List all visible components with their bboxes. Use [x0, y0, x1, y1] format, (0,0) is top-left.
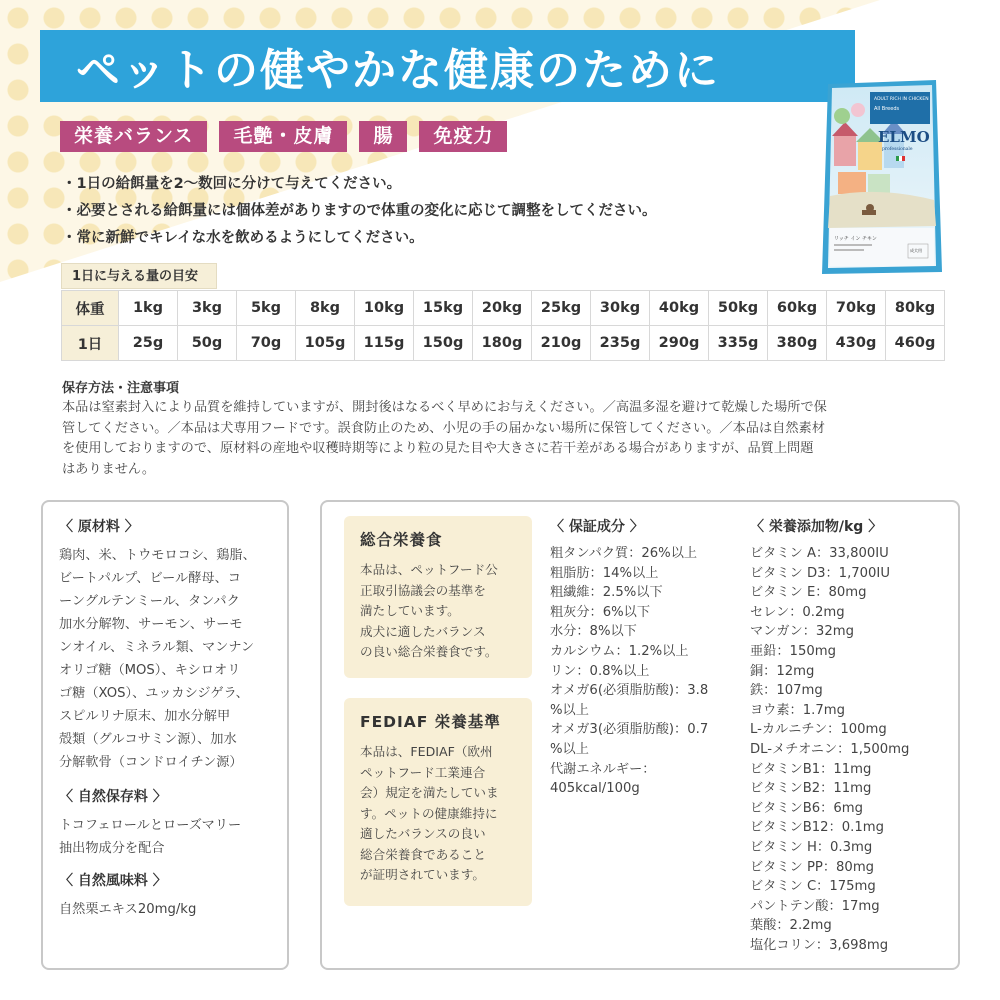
storage-line: 本品は窒素封入により品質を維持していますが、開封後はなるべく早めにお与えください。／高温多湿を避けて乾燥した場所で保: [62, 400, 827, 415]
guaranteed-item: 水分：8%以下: [550, 624, 637, 640]
guaranteed-item: %以上: [550, 741, 589, 757]
complete-food-card: [344, 516, 532, 678]
amount-cell: 210g: [532, 326, 591, 361]
guaranteed-item: 粗タンパク質：26%以上: [550, 546, 698, 561]
amount-cell: 70g: [237, 326, 296, 361]
guaranteed-analysis: [550, 516, 740, 799]
fediaf-line: ペットフード工業連合: [360, 764, 486, 780]
additive-item: 鉄：107mg: [750, 683, 823, 699]
flavor-title: 〈 自然風味料 〉: [59, 873, 167, 889]
weight-cell: 10kg: [355, 291, 414, 326]
benefit-tags: [60, 121, 507, 152]
feeding-note: ・必要とされる給餌量には個体差がありますので体重の変化に応じて調整をしてください。: [62, 203, 657, 219]
storage-notes: [62, 380, 942, 480]
tag-intestine: 腸: [359, 121, 407, 152]
ingredient-line: 鶏肉、米、トウモロコシ、鶏脂、: [59, 548, 256, 563]
complete-food-line: 満たしています。: [360, 603, 460, 618]
ingredient-line: ビートパルプ、ビール酵母、コ: [59, 571, 241, 586]
additive-item: ビタミンB1：11mg: [750, 761, 872, 777]
guaranteed-item: 粗灰分：6%以下: [550, 604, 651, 620]
fediaf-line: 本品は、FEDIAF（欧州: [360, 744, 493, 759]
ingredients-title: 〈 原材料 〉: [59, 519, 139, 535]
feeding-table-caption: 1日に与える量の目安: [61, 263, 217, 289]
amount-cell: 180g: [473, 326, 532, 361]
additive-item: ビタミンB12：0.1mg: [750, 820, 884, 836]
guaranteed-title: 〈 保証成分 〉: [550, 519, 644, 535]
weight-cell: 15kg: [414, 291, 473, 326]
amount-cell: 430g: [827, 326, 886, 361]
ingredient-line: 殻類（グルコサミン源）、加水: [59, 732, 237, 747]
feeding-notes: [62, 175, 657, 256]
additive-item: ビタミン A：33,800IU: [750, 546, 889, 561]
weight-cell: 40kg: [650, 291, 709, 326]
additive-item: パントテン酸：17mg: [750, 898, 880, 914]
amount-cell: 25g: [119, 326, 178, 361]
guaranteed-item: オメガ6(必須脂肪酸)：3.8: [550, 683, 709, 699]
fediaf-line: す。ペットの健康維持に: [360, 805, 498, 821]
amount-cell: 380g: [768, 326, 827, 361]
ingredient-line: ンオイル、ミネラル類、マンナン: [59, 640, 255, 655]
guaranteed-item: 405kcal/100g: [550, 781, 640, 797]
package-top-label: ADULT RICH IN CHICKEN: [874, 97, 929, 102]
ingredients-panel: [41, 500, 289, 970]
additive-item: DL-メチオニン：1,500mg: [750, 741, 910, 757]
complete-food-line: 正取引協議会の基準を: [360, 582, 486, 598]
weight-cell: 80kg: [886, 291, 945, 326]
feeding-note: ・1日の給餌量を2～数回に分けて与えてください。: [62, 176, 402, 192]
feeding-table: [61, 290, 945, 361]
additive-item: ビタミンB6：6mg: [750, 800, 863, 816]
preservative-line: 抽出物成分を配合: [59, 841, 165, 856]
additive-item: ビタミン H：0.3mg: [750, 839, 873, 855]
guaranteed-item: オメガ3(必須脂肪酸)：0.7: [550, 722, 709, 738]
fediaf-card: [344, 698, 532, 906]
complete-food-title: 総合栄養食: [360, 531, 443, 549]
package-name: リッチ イン チキン: [834, 236, 877, 242]
weight-cell: 60kg: [768, 291, 827, 326]
guaranteed-list: [550, 544, 740, 799]
complete-food-line: 成犬に適したバランス: [360, 623, 486, 639]
table-row-weight: [62, 291, 945, 326]
ingredient-line: スピルリナ原末、加水分解甲: [59, 709, 231, 724]
complete-food-text: [360, 560, 516, 663]
additives-title: 〈 栄養添加物/kg 〉: [750, 519, 883, 535]
title-banner: [40, 30, 855, 102]
additive-item: ビタミン PP：80mg: [750, 859, 875, 875]
fediaf-line: 適したバランスの良い: [360, 826, 486, 841]
tag-nutrition-balance: 栄養バランス: [60, 121, 207, 152]
fediaf-line: 総合栄養食であること: [360, 846, 486, 862]
ingredient-line: オリゴ糖（MOS）、キシロオリ: [59, 663, 241, 678]
guaranteed-item: リン：0.8%以上: [550, 663, 650, 679]
complete-food-line: の良い総合栄養食です。: [360, 644, 498, 659]
preservative-line: トコフェロールとローズマリー: [59, 818, 242, 833]
amount-cell: 290g: [650, 326, 709, 361]
storage-line: はありません。: [62, 461, 156, 477]
complete-food-line: 本品は、ペットフード公: [360, 562, 498, 577]
additive-item: ビタミン D3：1,700IU: [750, 565, 890, 581]
additive-item: 葉酸：2.2mg: [750, 918, 832, 934]
preservative-text: [59, 814, 271, 860]
weight-cell: 3kg: [178, 291, 237, 326]
fediaf-line: が証明されています。: [360, 867, 485, 882]
feeding-note: ・常に新鮮でキレイな水を飲めるようにしてください。: [62, 230, 424, 246]
amount-cell: 150g: [414, 326, 473, 361]
additive-item: 塩化コリン：3,698mg: [750, 937, 889, 953]
guaranteed-item: 粗脂肪：14%以上: [550, 565, 659, 581]
weight-cell: 70kg: [827, 291, 886, 326]
guaranteed-item: 粗繊維：2.5%以下: [550, 585, 663, 601]
storage-line: を使用しておりますので、原材料の産地や収穫時期等により粒の見た目や大きさに若干差がある場合がありますが、品質上問題: [62, 441, 814, 456]
flavor-line: 自然栗エキス20mg/kg: [59, 902, 197, 917]
additive-item: L-カルニチン：100mg: [750, 722, 887, 738]
package-sub: professionale: [882, 147, 913, 152]
page-title: ペットの健やかな健康のために: [76, 45, 720, 96]
amount-cell: 460g: [886, 326, 945, 361]
storage-line: 管してください。／本品は犬専用フードです。誤食防止のため、小児の手の届かない場所に保管してください。／本品は自然素材: [62, 420, 825, 436]
additive-item: セレン：0.2mg: [750, 604, 845, 620]
fediaf-text: [360, 742, 516, 886]
amount-cell: 105g: [296, 326, 355, 361]
fediaf-line: 会）規定を満たしていま: [360, 785, 499, 800]
tag-immunity: 免疫力: [419, 121, 507, 152]
ingredient-line: 分解軟骨（コンドロイチン源）: [59, 755, 243, 770]
package-brand: ELMO: [878, 128, 930, 146]
additive-item: 銅：12mg: [750, 663, 815, 679]
weight-cell: 30kg: [591, 291, 650, 326]
package-stage: 成犬用: [910, 248, 922, 253]
tag-coat-skin: 毛艶・皮膚: [219, 121, 347, 152]
additive-item: ビタミンB2：11mg: [750, 781, 872, 797]
ingredients-list: [59, 544, 271, 774]
weight-cell: 8kg: [296, 291, 355, 326]
product-package-image: [818, 76, 946, 276]
weight-cell: 25kg: [532, 291, 591, 326]
package-breed: All Breeds: [874, 106, 900, 112]
amount-cell: 235g: [591, 326, 650, 361]
ingredient-line: ーングルテンミール、タンパク: [59, 594, 240, 609]
additive-item: 亜鉛：150mg: [750, 643, 836, 659]
weight-cell: 20kg: [473, 291, 532, 326]
weight-cell: 50kg: [709, 291, 768, 326]
preservative-title: 〈 自然保存料 〉: [59, 789, 167, 805]
additive-item: マンガン：32mg: [750, 624, 854, 640]
fediaf-title: FEDIAF 栄養基準: [360, 713, 501, 731]
storage-title: 保存方法・注意事項: [62, 381, 180, 396]
additive-item: ビタミン E：80mg: [750, 585, 867, 601]
nutrition-panel: [320, 500, 960, 970]
weight-header: 体重: [62, 291, 119, 326]
amount-cell: 335g: [709, 326, 768, 361]
table-row-amount: [62, 326, 945, 361]
weight-cell: 5kg: [237, 291, 296, 326]
guaranteed-item: カルシウム：1.2%以上: [550, 643, 689, 659]
guaranteed-item: %以上: [550, 702, 589, 718]
additives-list: [750, 544, 950, 955]
ingredient-line: 加水分解物、サーモン、サーモ: [59, 617, 243, 632]
amount-cell: 115g: [355, 326, 414, 361]
ingredient-line: ゴ糖（XOS）、ユッカシジゲラ、: [59, 686, 249, 701]
nutritional-additives: [750, 516, 950, 955]
weight-cell: 1kg: [119, 291, 178, 326]
guaranteed-item: 代謝エネルギー：: [550, 761, 656, 777]
additive-item: ヨウ素：1.7mg: [750, 702, 845, 718]
additive-item: ビタミン C：175mg: [750, 879, 876, 895]
amount-header: 1日: [62, 326, 119, 361]
flavor-text: [59, 898, 271, 921]
amount-cell: 50g: [178, 326, 237, 361]
